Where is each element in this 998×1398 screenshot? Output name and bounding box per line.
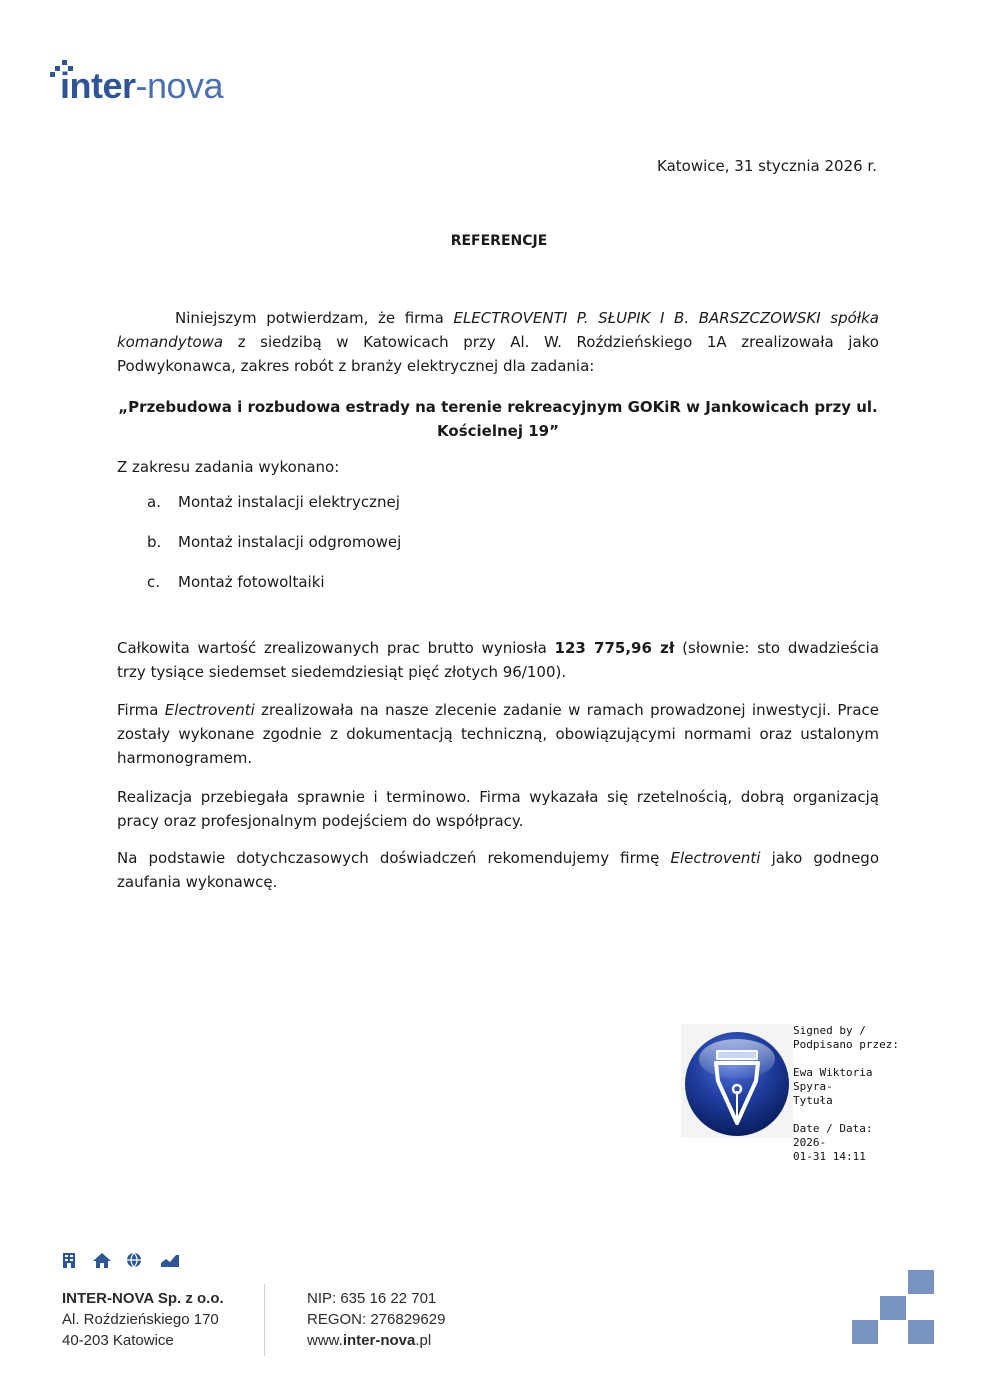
- intro-paragraph: [117, 306, 879, 378]
- footer-address: [62, 1288, 224, 1351]
- list-item-text: Montaż instalacji odgromowej: [178, 533, 402, 551]
- pixel-block: [880, 1296, 906, 1320]
- total-amount: 123 775,96 zł: [554, 639, 675, 657]
- recommendation-paragraph: [117, 846, 879, 894]
- firm-paragraph: [117, 698, 879, 770]
- globe-icon: [126, 1252, 142, 1268]
- firm-name: Electroventi: [164, 701, 255, 719]
- footer-website[interactable]: [307, 1330, 445, 1351]
- project-name-line-1: „Przebudowa i rozbudowa estrady na terenie rekreacyjnym GOKiR w Jankowicach przy ul.: [118, 398, 878, 416]
- logo-pixel: [50, 72, 55, 77]
- signature-date-cont: 01-31 14:11: [793, 1150, 866, 1163]
- intro-text-1: Niniejszym potwierdzam, że firma: [175, 309, 454, 327]
- signed-by-label-pl: Podpisano przez:: [793, 1038, 899, 1051]
- home-icon: [92, 1252, 112, 1268]
- project-name-line-2: Kościelnej 19”: [437, 422, 559, 440]
- signer-name: Ewa Wiktoria Spyra-: [793, 1066, 873, 1093]
- total-value-paragraph: [117, 636, 879, 684]
- footer-street: Al. Roździeńskiego 170: [62, 1311, 219, 1328]
- intro-text-2: z siedzibą w Katowicach przy Al. W. Roździeńskiego 1A zrealizowała jako Podwykonawca, zakres robót z branży elektrycznej dla zadania:: [117, 333, 879, 375]
- footer-divider: [264, 1284, 265, 1356]
- signature-pen-icon: [684, 1031, 790, 1137]
- realization-paragraph: Realizacja przebiegała sprawnie i terminowo. Firma wykazała się rzetelnością, dobrą organizacją pracy oraz profesjonalnym podejściem do współpracy.: [117, 788, 879, 830]
- list-item-text: Montaż instalacji elektrycznej: [178, 493, 400, 511]
- pixel-block: [908, 1270, 934, 1294]
- recommendation-text-1: Na podstawie dotychczasowych doświadczeń rekomendujemy firmę: [117, 849, 671, 867]
- footer-nip: NIP: 635 16 22 701: [307, 1290, 437, 1307]
- pixel-block: [852, 1320, 878, 1344]
- letter-title: REFERENCJE: [450, 233, 548, 249]
- pixel-block: [908, 1320, 934, 1344]
- list-marker: c.: [147, 573, 161, 591]
- building-icon: [62, 1252, 76, 1268]
- web-prefix: www.: [307, 1332, 343, 1349]
- total-text-2: (słownie: sto dwadzieścia trzy tysiące siedemset siedemdziesiąt pięć złotych 96/100).: [117, 639, 880, 681]
- firm-text-1: Firma: [117, 701, 165, 719]
- footer-icons: [62, 1252, 182, 1270]
- project-name: [117, 395, 879, 443]
- footer-registration: [307, 1288, 445, 1351]
- web-domain: inter-nova: [342, 1332, 416, 1349]
- company-logo: [50, 60, 250, 108]
- contractor-name: ELECTROVENTI P. SŁUPIK I B. BARSZCZOWSKI spółka komandytowa: [117, 309, 879, 351]
- footer-company: INTER-NOVA Sp. z o.o.: [62, 1290, 224, 1307]
- list-marker: a.: [147, 493, 161, 511]
- scope-intro: Z zakresu zadania wykonano:: [117, 458, 340, 476]
- total-text-1: Całkowita wartość zrealizowanych prac brutto wyniosła: [117, 639, 555, 657]
- logo-wordmark: [60, 66, 223, 106]
- logo-word-inter: inter: [60, 65, 136, 106]
- list-marker: b.: [147, 533, 162, 551]
- recommended-firm-name: Electroventi: [670, 849, 761, 867]
- recommendation-text-2: jako godnego zaufania wykonawcę.: [117, 849, 879, 891]
- web-suffix: .pl: [415, 1332, 432, 1349]
- signer-name-cont: Tytuła: [793, 1094, 833, 1107]
- logo-word-nova: -nova: [135, 65, 224, 106]
- firm-text-2: zrealizowała na nasze zlecenie zadanie w ramach prowadzonej inwestycji. Prace zostały wykonane zgodnie z dokumentacją techniczną, obowiązującymi normami oraz ustalonym harmonogramem.: [117, 701, 880, 767]
- signed-by-label: Signed by /: [793, 1024, 866, 1037]
- footer-regon: REGON: 276829629: [307, 1311, 446, 1328]
- letter-date: Katowice, 31 stycznia 2026 r.: [657, 157, 877, 175]
- chart-icon: [160, 1252, 180, 1268]
- signature-details: [793, 1024, 911, 1164]
- list-item-text: Montaż fotowoltaiki: [178, 573, 325, 591]
- footer-city: 40-203 Katowice: [62, 1332, 174, 1349]
- signature-date: Date / Data: 2026-: [793, 1122, 873, 1149]
- footer-pixel-decoration: [852, 1270, 936, 1346]
